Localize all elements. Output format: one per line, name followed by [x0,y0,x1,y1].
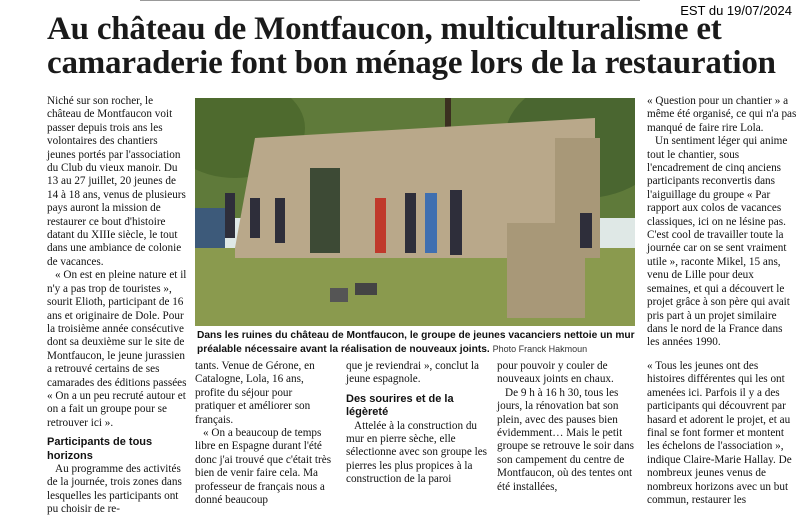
column-6-bottom [647,360,797,507]
column-3 [346,360,488,487]
column-1 [47,95,187,517]
paragraph: Un sentiment léger qui anime tout le chantier, sous l'encadrement de cinq anciens participants reconvertis dans l'aiguillage du groupe « Par rapport aux colos de vacances classiques, ici on ne lésine pas. C'est cool de travailler toute la journée car on se sent vraiment utile », raconte Mikel, 15 ans, venu de Lille pour deux semaines, et qui a découvert le projet grâce à son père qui avait pris part à un projet similaire dans le nord de la France dans les années 1990. [647,135,790,349]
column-6-top [647,95,797,350]
column-4 [497,360,639,494]
subheading: Participants de tous horizons [47,436,153,462]
paragraph: Au programme des activités de la journée, trois zones dans lesquelles les participants ont pu choisir de re- [47,462,182,516]
paragraph: pour pouvoir y couler de nouveaux joints en chaux. [497,360,614,386]
ruins-photo-illustration [195,98,635,326]
paragraph: que je reviendrai », conclut la jeune espagnole. [346,360,479,386]
paragraph: « Question pour un chantier » a même été organisé, ce qui n'a pas manqué de faire rire Lola. [647,95,797,134]
paragraph: « Tous les jeunes ont des histoires différentes qui les ont amenées ici. Parfois il y a des participants qui découvrent par hasard et adorent le projet, et au final se font former et montent les échelons de l'association », indique Claire-Marie Hallay. De nombreux jeunes venus de nombreux horizons avec un but commun, restaurer les [647,360,792,507]
date-stamp: EST du 19/07/2024 [680,3,792,18]
paragraph: Niché sur son rocher, le château de Montfaucon voit passer depuis trois ans les volontaires des chantiers jeunes portés par l'association du Club du vieux manoir. Du 13 au 27 juillet, 20 jeunes de 14 à 18 ans, venus de plusieurs pays auront la mission de restaurer ce bout d'histoire datant du XIIIe siècle, le tout dans une ambiance de colonie de vacances. [47,95,186,268]
article-headline: Au château de Montfaucon, multiculturalisme et camaraderie font bon ménage lors de la restauration [47,11,776,81]
column-2 [195,360,335,507]
photo-caption [197,330,637,356]
paragraph: Attelée à la construction du mur en pierre sèche, elle sélectionne avec son groupe les pierres les plus propices à la construction de la paroi [346,419,488,486]
paragraph: tants. Venue de Gérone, en Catalogne, Lola, 16 ans, profite du séjour pour pratiquer et améliorer son français. [195,360,315,426]
subheading: Des sourires et de la légèreté [346,392,454,419]
paragraph: « On est en pleine nature et il n'y a pas trop de touristes », sourit Elioth, participant de 16 ans et originaire de Dole. Pour la troisième année consécutive dont sa deuxième sur le site de Montfaucon, le jeune jurassien a retrouvé certains de ses camarades des éditions passées « On a un peu recruté autour et on a fait un groupe pour se retrouver ici ». [47,269,187,429]
top-rule [140,0,640,1]
caption-text: Dans les ruines du château de Montfaucon, le groupe de jeunes vacanciers nettoie un mur préalable nécessaire avant la réalisation de nouveaux joints. [197,330,635,355]
photo-credit: Photo Franck Hakmoun [492,343,588,354]
paragraph: « On a beaucoup de temps libre en Espagne durant l'été donc j'ai trouvé que c'était très bien de venir faire cela. Ma professeur de français nous a donné beaucoup [195,427,332,507]
article-photo [195,98,635,326]
paragraph: De 9 h à 16 h 30, tous les jours, la rénovation bat son plein, avec des pauses bien évidemment… Mais le petit groupe se retrouve le soir dans son campement du centre de Montfaucon, où des tentes ont été installées, [497,386,635,493]
